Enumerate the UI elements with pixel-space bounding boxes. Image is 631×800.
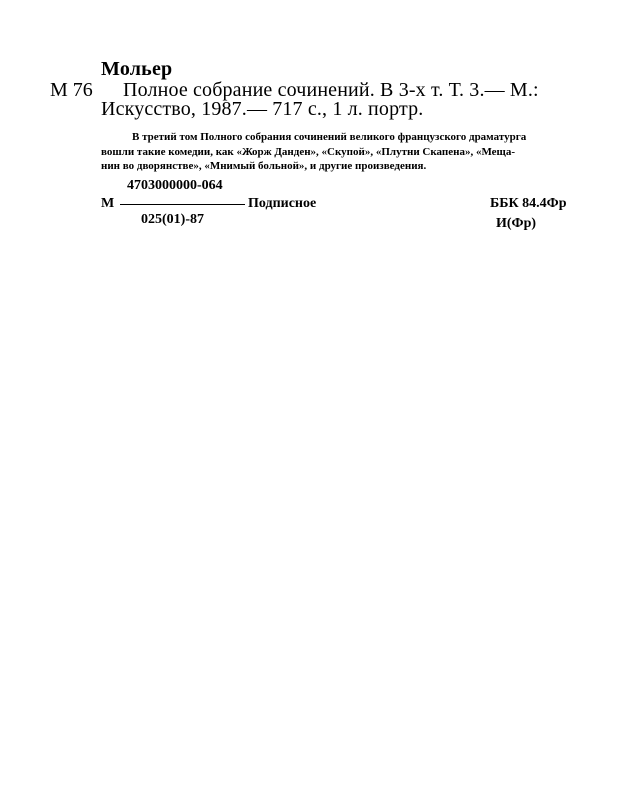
catalog-code: М 76 [50,79,93,101]
title-line-1: Полное собрание сочинений. В 3-х т. Т. 3.— М.: [123,79,539,101]
annotation-line: нин во дворянстве», «Мнимый больной», и другие произведения. [101,160,427,172]
annotation [101,130,581,174]
index-denominator: 025(01)-87 [141,212,204,227]
annotation-line: В третий том Полного собрания сочинений великого французского драматурга [132,131,527,143]
index-m-letter: М [101,196,115,211]
bbk-code: ББК 84.4Фр [490,196,567,211]
fraction-line [120,204,245,205]
index-numerator: 4703000000-064 [127,178,223,193]
author-name: Мольер [101,58,173,80]
annotation-line: вошли такие комедии, как «Жорж Данден», «Скупой», «Плутни Скапена», «Меща- [101,145,516,158]
title-line-2: Искусство, 1987.— 717 с., 1 л. портр. [101,98,424,120]
subscription-label: Подписное [248,196,317,211]
bbk-extra: И(Фр) [496,216,537,231]
